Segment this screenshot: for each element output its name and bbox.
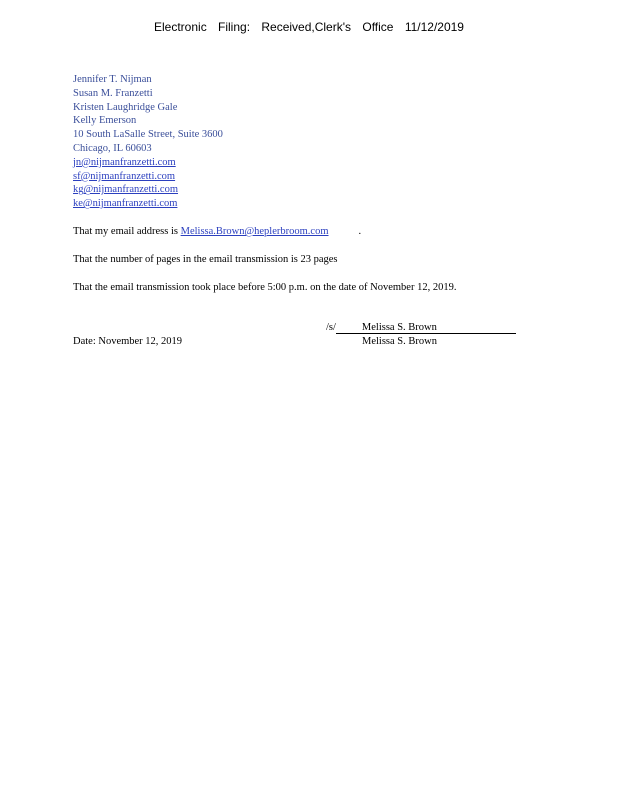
pages-statement: That the number of pages in the email transmission is 23 pages [73, 254, 338, 265]
signature-date: Date: November 12, 2019 [73, 336, 183, 347]
statement-period: . [358, 226, 362, 237]
email-link[interactable]: sf@nijmanfranzetti.com [73, 170, 176, 182]
time-statement: That the email transmission took place before 5:00 p.m. on the date of November 12, 2019. [73, 282, 457, 293]
address-block [73, 73, 223, 211]
email-statement [73, 226, 361, 237]
printed-name: Melissa S. Brown [362, 336, 437, 347]
address-line: 10 South LaSalle Street, Suite 3600 [73, 129, 223, 141]
signature-line [326, 322, 516, 334]
email-link[interactable]: jn@nijmanfranzetti.com [73, 156, 176, 168]
signature-name: Melissa S. Brown [361, 322, 437, 333]
email-link[interactable]: kg@nijmanfranzetti.com [73, 184, 179, 196]
signature-prefix: /s/ [326, 322, 336, 333]
email-link[interactable]: ke@nijmanfranzetti.com [73, 198, 178, 210]
sender-email-link[interactable]: Melissa.Brown@heplerbroom.com [180, 226, 329, 237]
address-line: Chicago, IL 60603 [73, 142, 152, 154]
address-line: Jennifer T. Nijman [73, 74, 152, 85]
statement-text: That my email address is [73, 226, 178, 237]
address-line: Kristen Laughridge Gale [73, 101, 178, 113]
address-line: Susan M. Franzetti [73, 87, 153, 99]
signature-underline [336, 322, 516, 334]
filing-header: Electronic Filing: Received,Clerk's Office 11/12/2019 [154, 20, 464, 34]
address-line: Kelly Emerson [73, 115, 137, 127]
